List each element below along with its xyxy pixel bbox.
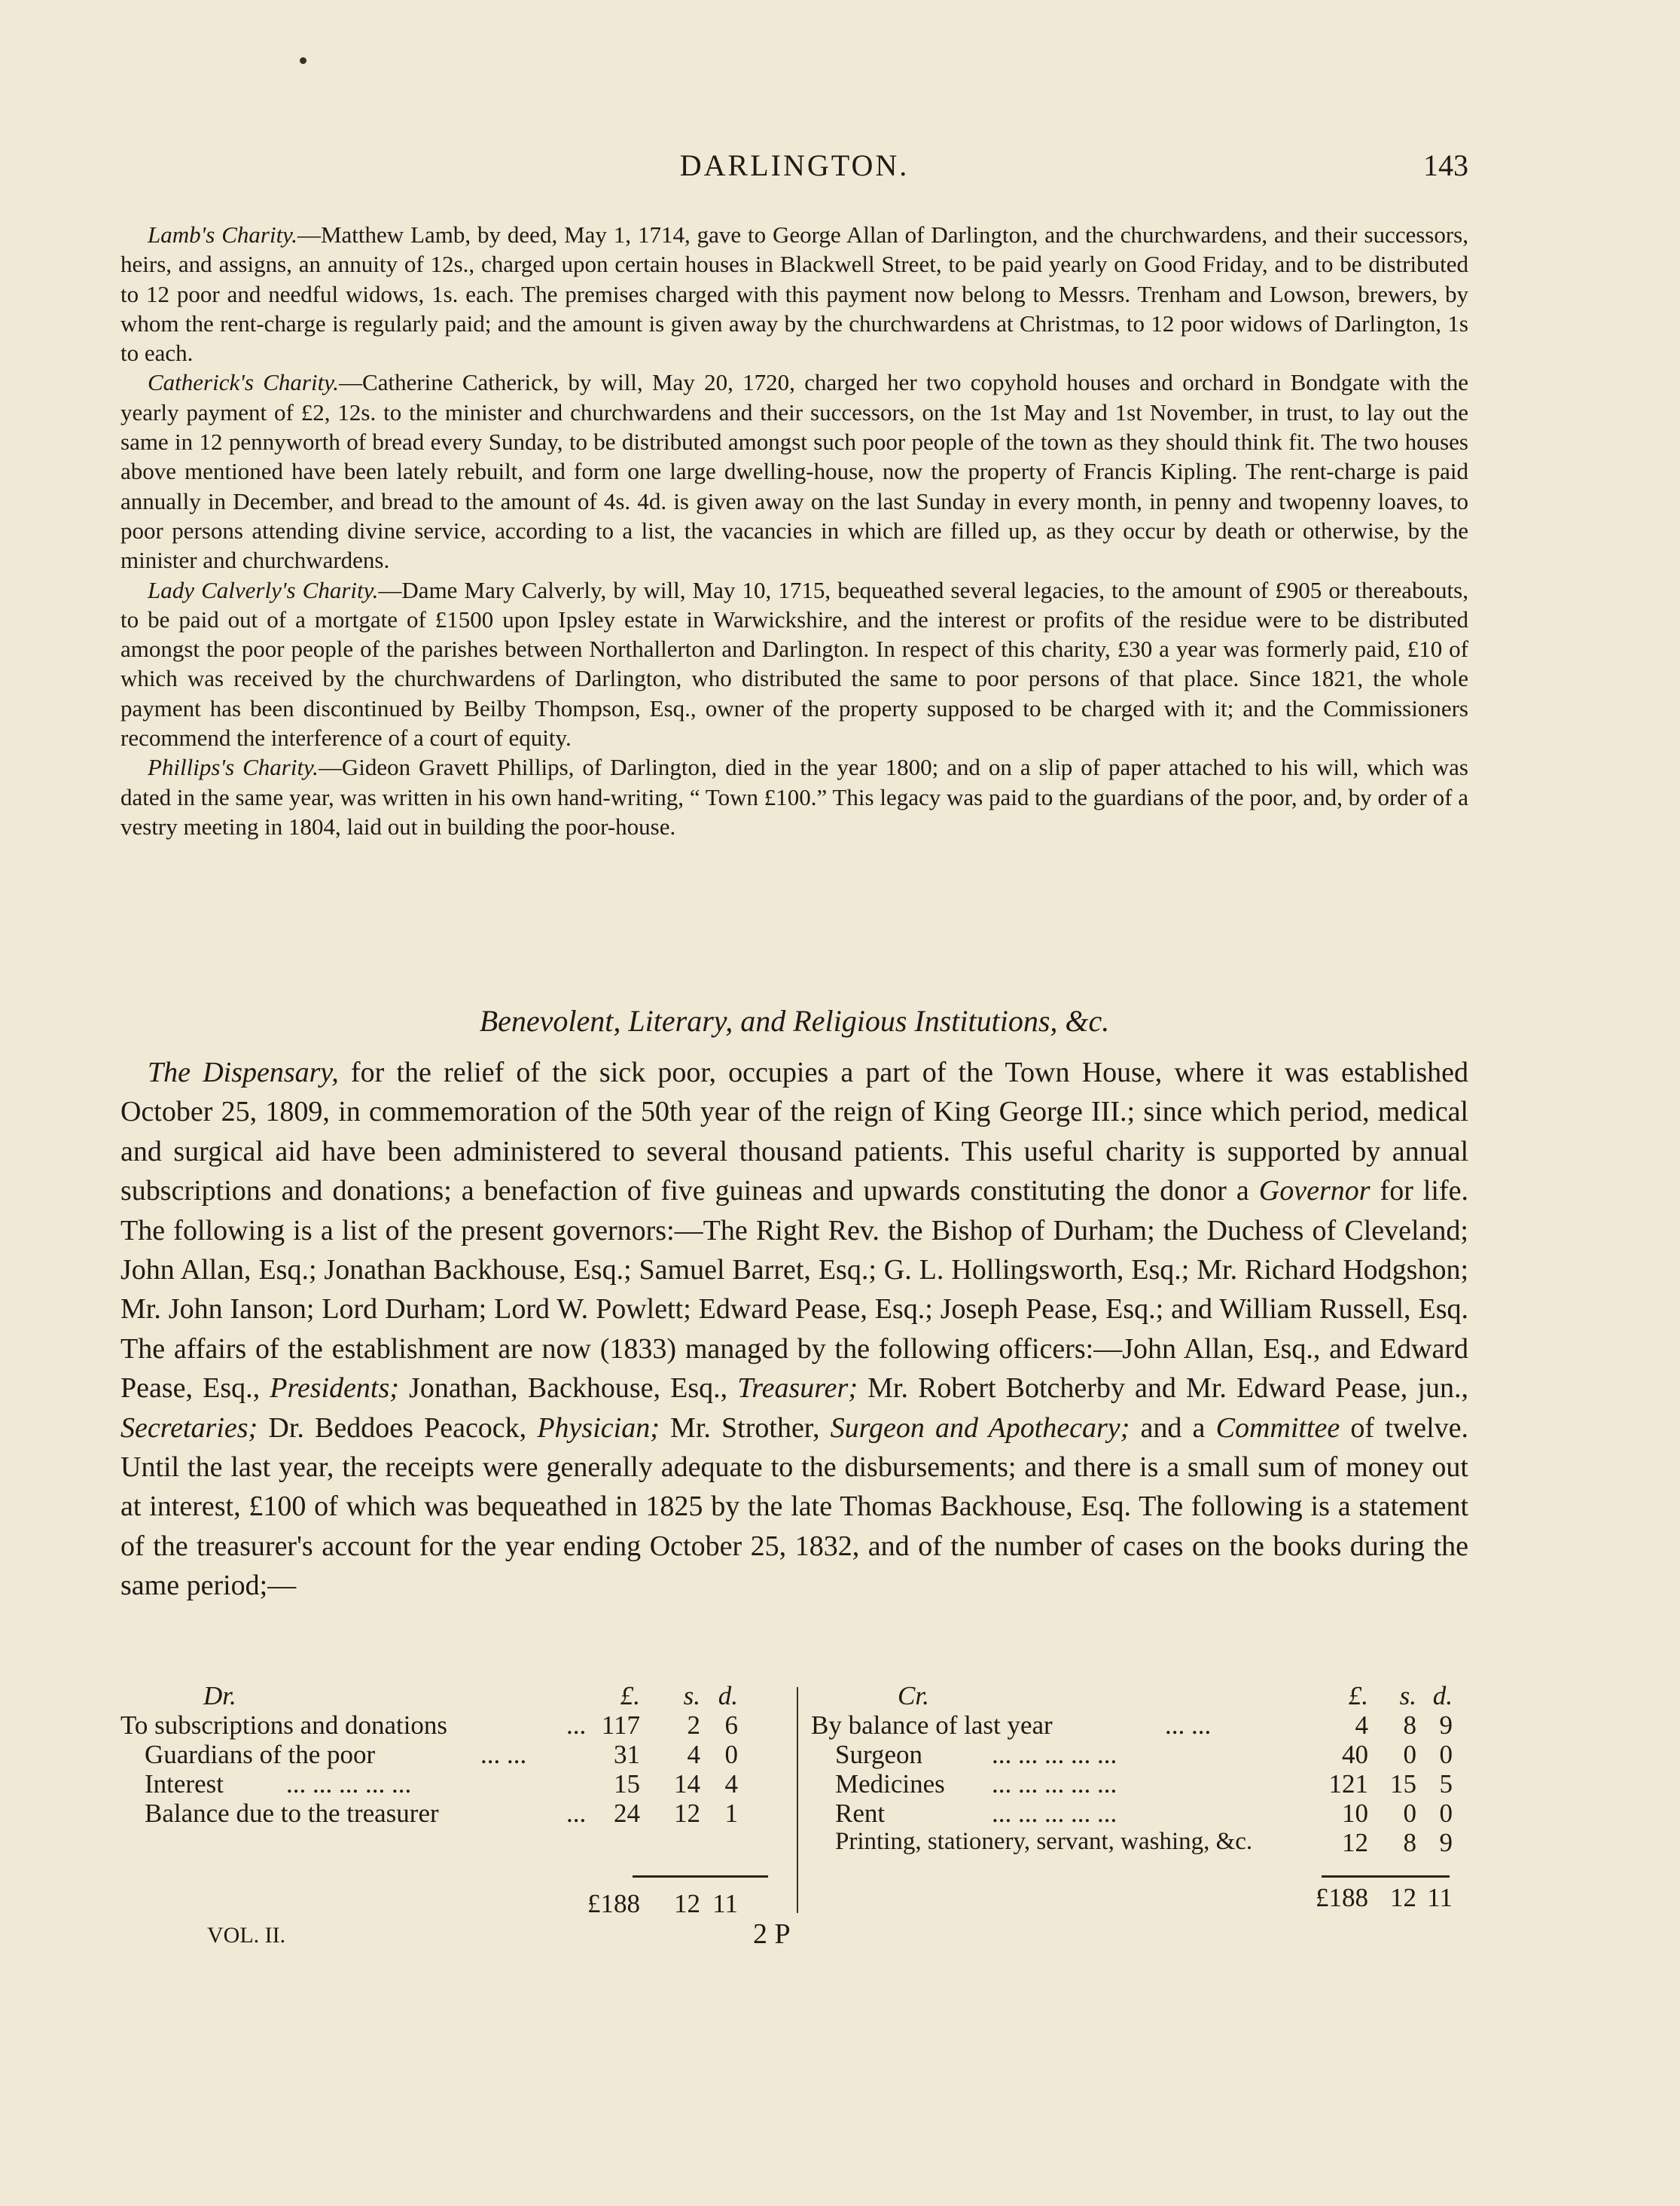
amount-pounds: 24 xyxy=(614,1799,640,1828)
row-dots: ... ... ... ... ... xyxy=(286,1769,412,1799)
debit-column xyxy=(120,1681,783,1918)
text-run-italic: Secretaries; xyxy=(120,1411,258,1444)
charity-heading: Phillips's Charity. xyxy=(148,754,319,781)
row-label: Balance due to the treasurer xyxy=(145,1799,439,1828)
amount-shillings: 0 xyxy=(1403,1799,1416,1828)
row-dots: ... ... xyxy=(1165,1710,1212,1740)
unit-pounds: £. xyxy=(620,1681,640,1710)
total-shillings: 12 xyxy=(1390,1883,1416,1912)
debit-header xyxy=(120,1681,783,1710)
account-row xyxy=(120,1710,783,1740)
total-rule xyxy=(1322,1875,1450,1878)
text-run: Dr. Beddoes Peacock, xyxy=(258,1411,538,1444)
page-number: 143 xyxy=(1423,148,1468,182)
unit-shillings: s. xyxy=(1399,1681,1416,1710)
debit-heading: Dr. xyxy=(203,1681,236,1710)
charity-heading: Lamb's Charity. xyxy=(148,221,297,248)
unit-pence: d. xyxy=(718,1681,738,1710)
account-row xyxy=(120,1799,783,1828)
account-row xyxy=(120,1740,783,1769)
total-pence: 11 xyxy=(1427,1883,1453,1912)
total-pence: 11 xyxy=(712,1889,738,1918)
account-row xyxy=(811,1740,1466,1769)
amount-pounds: 12 xyxy=(1342,1828,1368,1857)
account-divider xyxy=(797,1687,798,1913)
total-shillings: 12 xyxy=(674,1889,700,1918)
total-pounds: £188 xyxy=(1316,1883,1368,1912)
amount-pounds: 10 xyxy=(1342,1799,1368,1828)
charity-paragraph xyxy=(120,575,1468,753)
text-run: Mr. Robert Botcherby and Mr. Edward Pease, jun., xyxy=(858,1372,1468,1405)
treasurer-account xyxy=(120,1681,1476,1952)
charity-paragraph xyxy=(120,220,1468,368)
amount-pounds: 40 xyxy=(1342,1740,1368,1769)
amount-pence: 0 xyxy=(1439,1799,1453,1828)
text-run-italic: Governor xyxy=(1258,1175,1371,1207)
amount-shillings: 8 xyxy=(1403,1710,1416,1740)
amount-pounds: 4 xyxy=(1355,1710,1368,1740)
text-run: for the relief of the sick poor, occupies a part of the Town House, where it was established October 25, 1809, in commemoration of the 50th year of the reign of King George III.; since which period, medical and surgical aid have been administered to several thousand patients. This useful charity is supported by annual subscriptions and donations; a benefaction of five guineas and upwards constituting the donor a xyxy=(120,1057,1469,1207)
amount-pence: 0 xyxy=(724,1740,738,1769)
total-row xyxy=(120,1889,783,1918)
text-run: Mr. Strother, xyxy=(659,1411,831,1444)
amount-pence: 9 xyxy=(1439,1710,1453,1740)
charity-text: —Catherine Catherick, by will, May 20, 1720, charged her two copyhold houses and orchard in Bondgate with the yearly payment of £2, 12s. to the minister and churchwardens and their successors, on the 1st May and 1st November, in trust, to lay out the same in 12 pennyworth of bread every Sunday, to be distributed amongst such poor people of the town as they should think fit. The two houses above mentioned have been lately rebuilt, and form one large dwelling-house, now the property of Francis Kipling. The rent-charge is paid annually in December, and bread to the amount of 4s. 4d. is given away on the last Sunday in every month, in penny and twopenny loaves, to poor persons attending divine service, according to a list, the vacancies in which are filled up, as they occur by death or otherwise, by the minister and churchwardens. xyxy=(120,369,1468,574)
amount-shillings: 4 xyxy=(687,1740,700,1769)
total-row xyxy=(811,1883,1466,1912)
volume-mark: VOL. II. xyxy=(207,1923,286,1948)
page-header xyxy=(120,148,1468,193)
amount-pence: 1 xyxy=(724,1799,738,1828)
amount-shillings: 15 xyxy=(1390,1769,1416,1799)
amount-pounds: 121 xyxy=(1328,1769,1368,1799)
credit-heading: Cr. xyxy=(898,1681,929,1710)
amount-pence: 5 xyxy=(1439,1769,1453,1799)
dispensary-section xyxy=(120,1053,1468,1606)
row-dots: ... xyxy=(566,1710,587,1740)
amount-shillings: 2 xyxy=(687,1710,700,1740)
account-row xyxy=(811,1769,1466,1799)
row-label: Printing, stationery, servant, washing, &c. xyxy=(835,1828,1253,1855)
dispensary-heading: The Dispensary, xyxy=(148,1057,339,1088)
total-pounds: £188 xyxy=(587,1889,640,1918)
amount-pence: 4 xyxy=(724,1769,738,1799)
row-dots: ... ... ... ... ... xyxy=(992,1740,1117,1769)
amount-pence: 0 xyxy=(1439,1740,1453,1769)
text-run-italic: Committee xyxy=(1215,1411,1340,1444)
amount-pounds: 31 xyxy=(614,1740,640,1769)
charity-text: —Matthew Lamb, by deed, May 1, 1714, gave to George Allan of Darlington, and the churchwardens, and their successors, heirs, and assigns, an annuity of 12s., charged upon certain houses in Blackwell Street, to be paid yearly on Good Friday, and to be distributed to 12 poor and needful widows, 1s. each. The premises charged with this payment now belong to Messrs. Trenham and Lowson, brewers, by whom the rent-charge is regularly paid; and the amount is given away by the churchwardens at Christmas, to 12 poor widows of Darlington, 1s to each. xyxy=(120,221,1468,367)
row-label: Surgeon xyxy=(835,1740,923,1769)
row-dots: ... ... ... ... ... xyxy=(992,1769,1117,1799)
amount-shillings: 12 xyxy=(674,1799,700,1828)
running-title: DARLINGTON. xyxy=(679,148,910,182)
account-row xyxy=(811,1710,1466,1740)
charity-text: —Gideon Gravett Phillips, of Darlington, died in the year 1800; and on a slip of paper attached to his will, which was dated in the same year, was written in his own hand-writing, “ Town £100.” This legacy was paid to the guardians of the poor, and, by order of a vestry meeting in 1804, laid out in building the poor-house. xyxy=(120,754,1468,840)
amount-pounds: 117 xyxy=(601,1710,640,1740)
text-run: of twelve. Until the last year, the receipts were generally adequate to the disbursements; and there is a small sum of money out at interest, £100 of which was bequeathed in 1825 by the late Thomas Backhouse, Esq. The following is a statement of the treasurer's account for the year ending October 25, 1832, and of the number of cases on the books during the same period;— xyxy=(120,1411,1469,1602)
charity-text: —Dame Mary Calverly, by will, May 10, 1715, bequeathed several legacies, to the amount of £905 or thereabouts, to be paid out of a mortgate of £1500 upon Ipsley estate in Warwickshire, and the interest or profits of the residue were to be distributed amongst the poor people of the parishes between Northallerton and Darlington. In respect of this charity, £30 a year was formerly paid, £10 of which was received by the churchwardens of Darlington, who distributed the same to poor persons of that place. Since 1821, the whole payment has been discontinued by Beilby Thompson, Esq., owner of the property supposed to be charged with it; and the Commissioners recommend the interference of a court of equity. xyxy=(120,576,1468,752)
text-run-italic: Surgeon and Apothecary; xyxy=(830,1411,1130,1444)
signature-mark: 2 P xyxy=(753,1918,791,1950)
ink-speck xyxy=(300,57,306,64)
text-run-italic: Presidents; xyxy=(270,1372,399,1405)
account-row xyxy=(120,1769,783,1799)
credit-column xyxy=(811,1681,1466,1912)
section-title: Benevolent, Literary, and Religious Institutions, &c. xyxy=(479,1004,1110,1038)
text-run: Jonathan, Backhouse, Esq., xyxy=(398,1372,738,1405)
total-rule xyxy=(633,1875,768,1878)
row-label: Rent xyxy=(835,1799,886,1828)
row-label: Interest xyxy=(145,1769,224,1799)
charities-section xyxy=(120,220,1468,841)
row-label: Guardians of the poor xyxy=(145,1740,376,1769)
unit-pence: d. xyxy=(1432,1681,1453,1710)
account-row xyxy=(811,1828,1466,1857)
row-label: Medicines xyxy=(835,1769,945,1799)
amount-pence: 9 xyxy=(1439,1828,1453,1857)
row-label: To subscriptions and donations xyxy=(120,1710,448,1740)
amount-shillings: 0 xyxy=(1403,1740,1416,1769)
row-label: By balance of last year xyxy=(811,1710,1053,1740)
amount-pounds: 15 xyxy=(614,1769,640,1799)
unit-pounds: £. xyxy=(1348,1681,1368,1710)
text-run-italic: Treasurer; xyxy=(737,1372,858,1405)
text-run: and a xyxy=(1130,1411,1216,1444)
unit-shillings: s. xyxy=(683,1681,700,1710)
credit-header xyxy=(811,1681,1466,1710)
charity-paragraph xyxy=(120,752,1468,841)
text-run: for life. The following is a list of the present governors:—The Right Rev. the Bishop of Durham; the Duchess of Cleveland; John Allan, Esq.; Jonathan Backhouse, Esq.; Samuel Barret, Esq.; G. L. Hollingsworth, Esq.; Mr. Richard Hodgshon; Mr. John Ianson; Lord Durham; Lord W. Powlett; Edward Pease, Esq.; Joseph Pease, Esq.; and William Russell, Esq. The affairs of the establishment are now (1833) managed by the following officers:—John Allan, Esq., and Edward Pease, Esq., xyxy=(120,1175,1468,1405)
amount-shillings: 8 xyxy=(1403,1828,1416,1857)
row-dots: ... xyxy=(566,1799,587,1828)
charity-heading: Lady Calverly's Charity. xyxy=(148,576,379,603)
text-run-italic: Physician; xyxy=(537,1411,660,1444)
row-dots: ... ... ... ... ... xyxy=(992,1799,1117,1828)
charity-paragraph xyxy=(120,368,1468,575)
amount-shillings: 14 xyxy=(674,1769,700,1799)
charity-heading: Catherick's Charity. xyxy=(148,369,340,396)
row-dots: ... ... xyxy=(480,1740,527,1769)
account-row xyxy=(811,1799,1466,1828)
dispensary-paragraph xyxy=(120,1053,1468,1606)
amount-pence: 6 xyxy=(724,1710,738,1740)
